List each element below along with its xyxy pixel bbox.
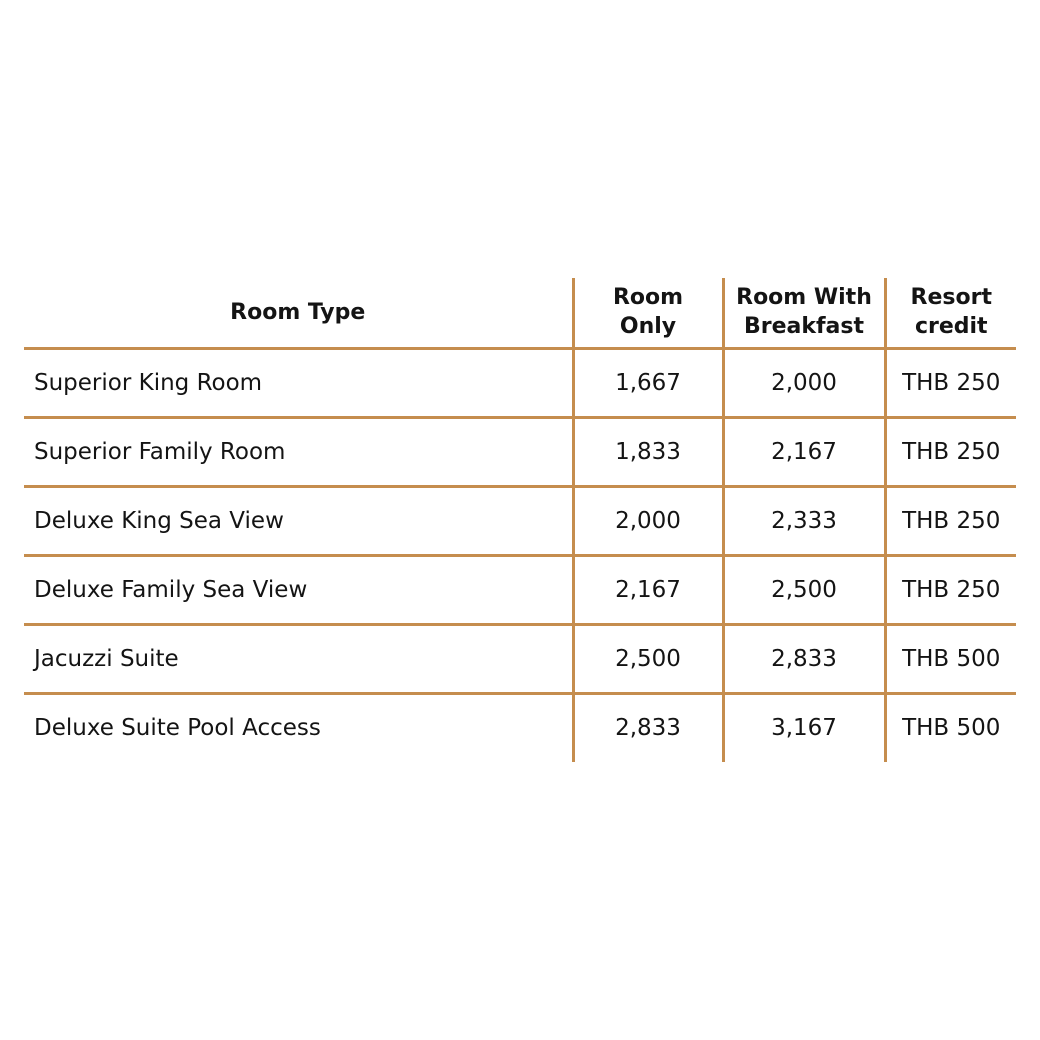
header-room-with-breakfast-line-2: Breakfast [743, 314, 865, 340]
room-rate-table [24, 278, 1016, 762]
header-room-only [573, 278, 723, 348]
table-row [24, 348, 1016, 417]
table-row [24, 417, 1016, 486]
cell-room-only: 2,000 [573, 486, 723, 555]
cell-resort-credit: THB 500 [885, 624, 1016, 693]
cell-room-type: Jacuzzi Suite [24, 624, 573, 693]
header-room-type: Room Type [24, 278, 573, 348]
header-room-only-line-1: Room [612, 285, 684, 311]
cell-room-type: Superior Family Room [24, 417, 573, 486]
table-row [24, 693, 1016, 762]
cell-room-only: 1,667 [573, 348, 723, 417]
cell-room-type: Deluxe King Sea View [24, 486, 573, 555]
cell-room-with-breakfast: 2,500 [723, 555, 885, 624]
header-resort-credit-line-1: Resort [910, 285, 992, 311]
cell-room-type: Deluxe Family Sea View [24, 555, 573, 624]
cell-room-only: 2,500 [573, 624, 723, 693]
table-row [24, 486, 1016, 555]
header-room-only-line-2: Only [619, 314, 677, 340]
cell-resort-credit: THB 250 [885, 555, 1016, 624]
cell-room-with-breakfast: 2,000 [723, 348, 885, 417]
cell-room-type: Superior King Room [24, 348, 573, 417]
header-resort-credit [885, 278, 1016, 348]
table-row [24, 555, 1016, 624]
cell-room-with-breakfast: 3,167 [723, 693, 885, 762]
cell-resort-credit: THB 250 [885, 417, 1016, 486]
header-room-with-breakfast-line-1: Room With [736, 285, 872, 311]
cell-resort-credit: THB 500 [885, 693, 1016, 762]
cell-resort-credit: THB 250 [885, 348, 1016, 417]
table-header-row [24, 278, 1016, 348]
cell-room-only: 2,833 [573, 693, 723, 762]
cell-room-only: 1,833 [573, 417, 723, 486]
table-row [24, 624, 1016, 693]
cell-resort-credit: THB 250 [885, 486, 1016, 555]
header-resort-credit-line-2: credit [914, 314, 988, 340]
cell-room-with-breakfast: 2,167 [723, 417, 885, 486]
cell-room-only: 2,167 [573, 555, 723, 624]
header-room-with-breakfast [723, 278, 885, 348]
cell-room-with-breakfast: 2,333 [723, 486, 885, 555]
cell-room-type: Deluxe Suite Pool Access [34, 715, 321, 742]
cell-room-with-breakfast: 2,833 [723, 624, 885, 693]
